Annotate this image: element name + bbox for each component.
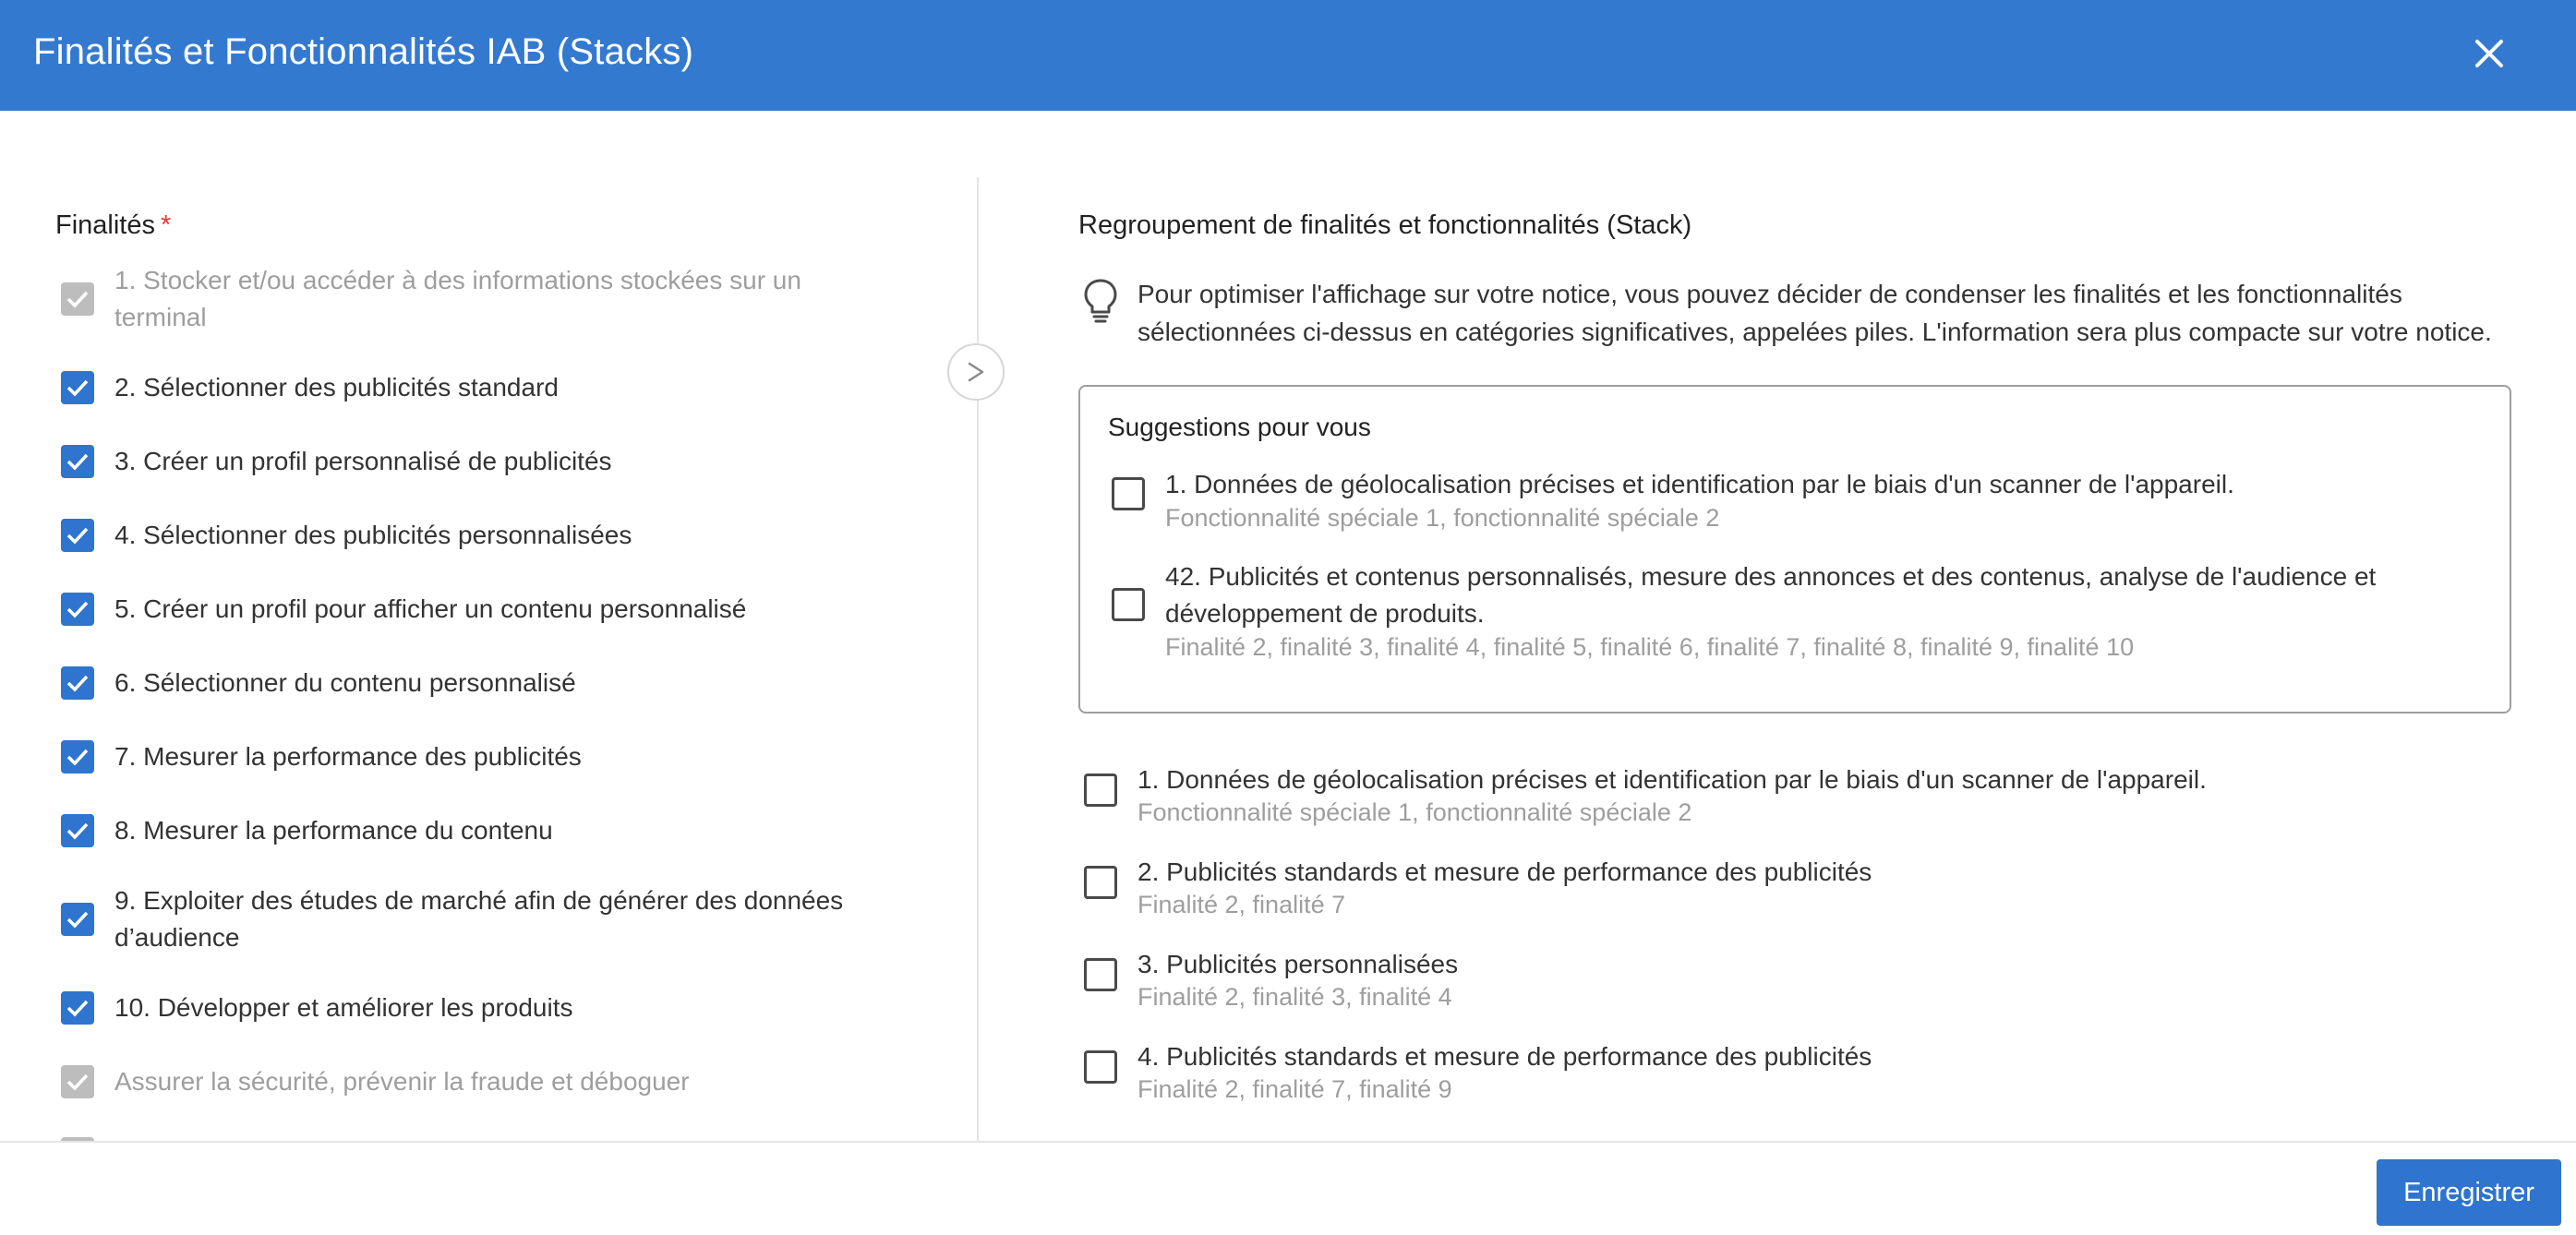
purposes-title [55,210,171,241]
purposes-title-text: Finalités [55,210,155,240]
close-icon [2474,38,2505,69]
purpose-checkbox-4[interactable] [61,519,94,552]
check-icon [66,909,90,929]
check-icon [66,289,90,309]
stack-checkbox-2[interactable] [1084,866,1117,899]
stack-title-3: 3. Publicités personnalisées [1138,950,1459,978]
check-icon [66,673,90,693]
purpose-label-1: 1. Stocker et/ou accéder à des informations stockées sur un terminal [114,266,801,331]
stack-checkbox-4[interactable] [1084,1050,1117,1084]
purpose-checkbox-7[interactable] [61,740,94,773]
suggestions-box [1078,385,2511,713]
check-icon [66,1072,90,1092]
purpose-label-6: 6. Sélectionner du contenu personnalisé [114,668,576,697]
purpose-checkbox-8[interactable] [61,814,94,847]
purpose-label-3: 3. Créer un profil personnalisé de publicités [114,447,612,475]
purpose-label-4: 4. Sélectionner des publicités personnalisées [114,521,632,549]
purpose-checkbox-3[interactable] [61,445,94,478]
dialog-title: Finalités et Fonctionnalités IAB (Stacks) [33,31,694,72]
suggestion-subtitle-1: Fonctionnalité spéciale 1, fonctionnalité spéciale 2 [1165,504,1720,532]
suggestion-subtitle-2: Finalité 2, finalité 3, finalité 4, finalité 5, finalité 6, finalité 7, finalité 8, finalité 9, finalité 10 [1165,633,2135,661]
purpose-label-2: 2. Sélectionner des publicités standard [114,373,559,402]
move-right-button[interactable] [947,343,1005,401]
stack-subtitle-1: Fonctionnalité spéciale 1, fonctionnalité spéciale 2 [1138,798,1692,826]
purpose-label-7: 7. Mesurer la performance des publicités [114,742,582,771]
suggestion-title-1: 1. Données de géolocalisation précises et identification par le biais d'un scanner de l'appareil. [1165,470,2234,498]
dialog-footer [0,1141,2576,1235]
check-icon [66,821,90,841]
purpose-label-10: 10. Développer et améliorer les produits [114,993,573,1022]
dialog-header [0,0,2576,111]
check-icon [66,747,90,767]
purposes-panel [0,111,977,1141]
suggestion-checkbox-1[interactable] [1112,477,1145,510]
purpose-checkbox-2[interactable] [61,371,94,404]
purpose-checkbox-6[interactable] [61,666,94,700]
stack-subtitle-2: Finalité 2, finalité 7 [1138,891,1346,918]
purpose-label-5: 5. Créer un profil pour afficher un contenu personnalisé [114,594,747,623]
chevron-right-icon [963,359,989,385]
stacks-info-text: Pour optimiser l'affichage sur votre notice, vous pouvez décider de condenser les finalités et les fonctionnalités sélectionnées ci-dessus en catégories significatives, appelées piles. L'information sera plus compacte sur votre notice. [1138,280,2492,346]
check-icon [66,998,90,1018]
required-mark: * [161,210,172,240]
purpose-checkbox-5[interactable] [61,593,94,626]
suggestion-checkbox-2[interactable] [1112,588,1145,621]
stack-title-1: 1. Données de géolocalisation précises et identification par le biais d'un scanner de l'appareil. [1138,765,2207,794]
purpose-checkbox-1 [61,282,94,316]
check-icon [66,451,90,472]
suggestion-title-2: 42. Publicités et contenus personnalisés, mesure des annonces et des contenus, analyse de l'audience et développement de produits. [1165,562,2377,628]
stack-title-4: 4. Publicités standards et mesure de performance des publicités [1138,1042,1872,1071]
suggestions-title: Suggestions pour vous [1108,413,1371,441]
purpose-checkbox-security [61,1065,94,1098]
check-icon [66,599,90,619]
save-button[interactable]: Enregistrer [2377,1159,2561,1226]
stack-checkbox-1[interactable] [1084,773,1117,807]
purpose-label-9: 9. Exploiter des études de marché afin de générer des données d’audience [114,886,844,952]
purpose-checkbox-10[interactable] [61,991,94,1025]
stack-subtitle-3: Finalité 2, finalité 3, finalité 4 [1138,983,1452,1011]
purpose-label-8: 8. Mesurer la performance du contenu [114,816,553,845]
purpose-checkbox-9[interactable] [61,903,94,936]
column-divider [977,177,979,1141]
check-icon [66,525,90,546]
close-button[interactable] [2463,28,2515,79]
stacks-title: Regroupement de finalités et fonctionnalités (Stack) [1078,210,1692,240]
stack-title-2: 2. Publicités standards et mesure de performance des publicités [1138,857,1872,886]
purpose-label-security: Assurer la sécurité, prévenir la fraude et déboguer [114,1067,690,1096]
check-icon [66,378,90,398]
dialog-body [0,111,2576,1141]
lightbulb-icon [1080,277,1121,325]
stack-subtitle-4: Finalité 2, finalité 7, finalité 9 [1138,1075,1452,1103]
stack-checkbox-3[interactable] [1084,958,1117,991]
